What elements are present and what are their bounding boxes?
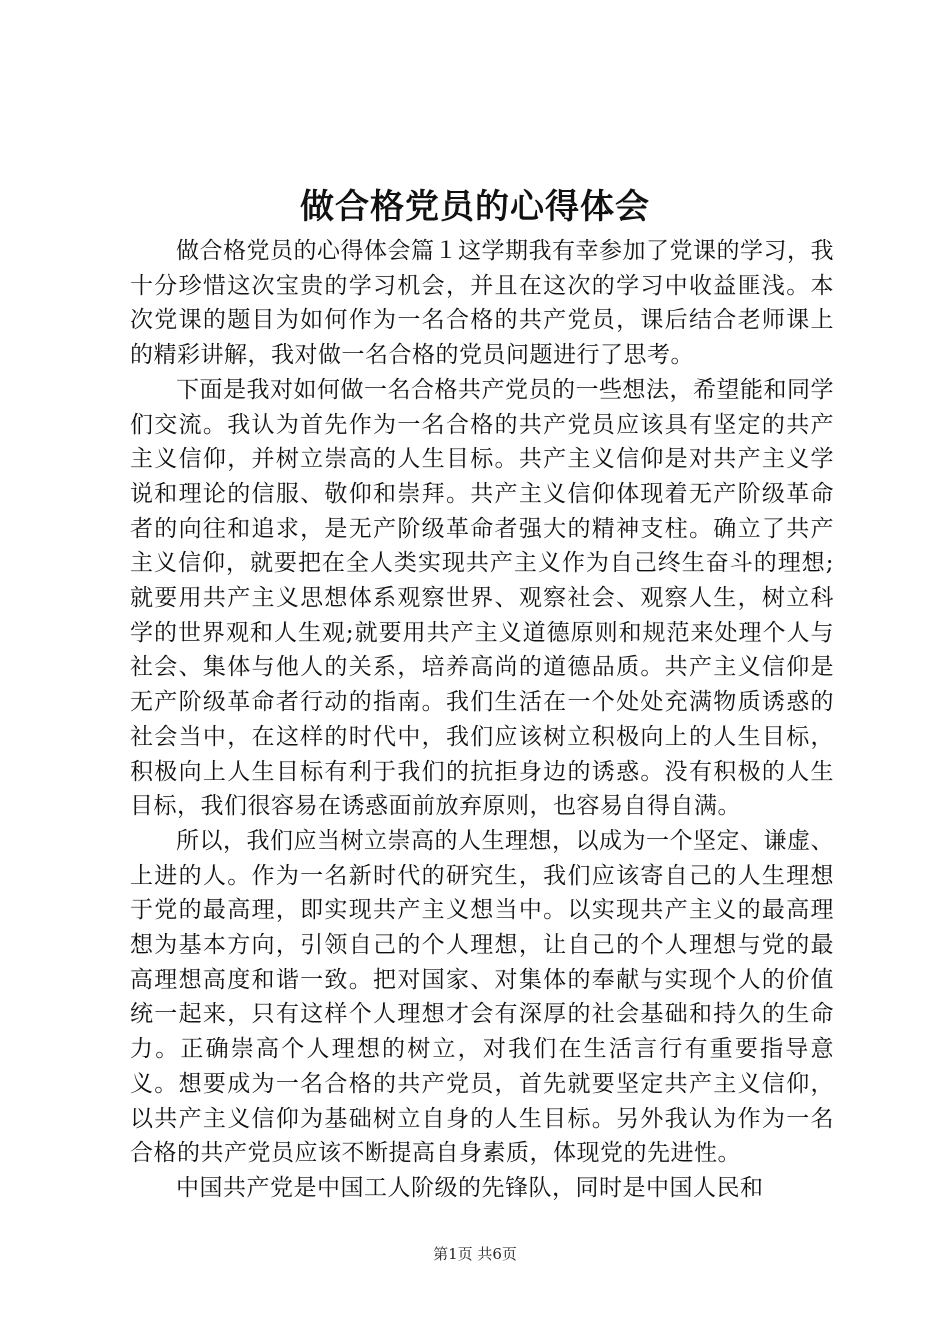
document-body [130,234,834,1206]
page-number-footer: 第1页 共6页 [433,1245,517,1263]
document-title: 做合格党员的心得体会 [300,187,650,227]
paragraph-1: 做合格党员的心得体会篇１这学期我有幸参加了党课的学习，我十分珍惜这次宝贵的学习机会，并且在这次的学习中收益匪浅。本次党课的题目为如何作为一名合格的共产党员，课后结合老师课上的精彩讲解，我对做一名合格的党员问题进行了思考。 [130,238,834,369]
paragraph-3: 所以，我们应当树立崇高的人生理想，以成为一个坚定、谦虚、上进的人。作为一名新时代的研究生，我们应该寄自己的人生理想于党的最高理，即实现共产主义想当中。以实现共产主义的最高理想为基本方向，引领自己的个人理想，让自己的个人理想与党的最高理想高度和谐一致。把对国家、对集体的奉献与实现个人的价值统一起来，只有这样个人理想才会有深厚的社会基础和持久的生命力。正确崇高个人理想的树立，对我们在生活言行有重要指导意义。想要成为一名合格的共产党员，首先就要坚定共产主义信仰，以共产主义信仰为基础树立自身的人生目标。另外我认为作为一名合格的共产党员应该不断提高自身素质，体现党的先进性。 [130,827,834,1167]
paragraph-4: 中国共产党是中国工人阶级的先锋队，同时是中国人民和 [176,1174,764,1201]
paragraph-2: 下面是我对如何做一名合格共产党员的一些想法，希望能和同学们交流。我认为首先作为一名合格的共产党员应该具有坚定的共产主义信仰，并树立崇高的人生目标。共产主义信仰是对共产主义学说和理论的信服、敬仰和崇拜。共产主义信仰体现着无产阶级革命者的向往和追求，是无产阶级革命者强大的精神支柱。确立了共产主义信仰，就要把在全人类实现共产主义作为自己终生奋斗的理想;就要用共产主义思想体系观察世界、观察社会、观察人生，树立科学的世界观和人生观;就要用共产主义道德原则和规范来处理个人与社会、集体与他人的关系，培养高尚的道德品质。共产主义信仰是无产阶级革命者行动的指南。我们生活在一个处处充满物质诱惑的社会当中，在这样的时代中，我们应该树立积极向上的人生目标，积极向上人生目标有利于我们的抗拒身边的诱惑。没有积极的人生目标，我们很容易在诱惑面前放弃原则，也容易自得自满。 [130,376,834,820]
